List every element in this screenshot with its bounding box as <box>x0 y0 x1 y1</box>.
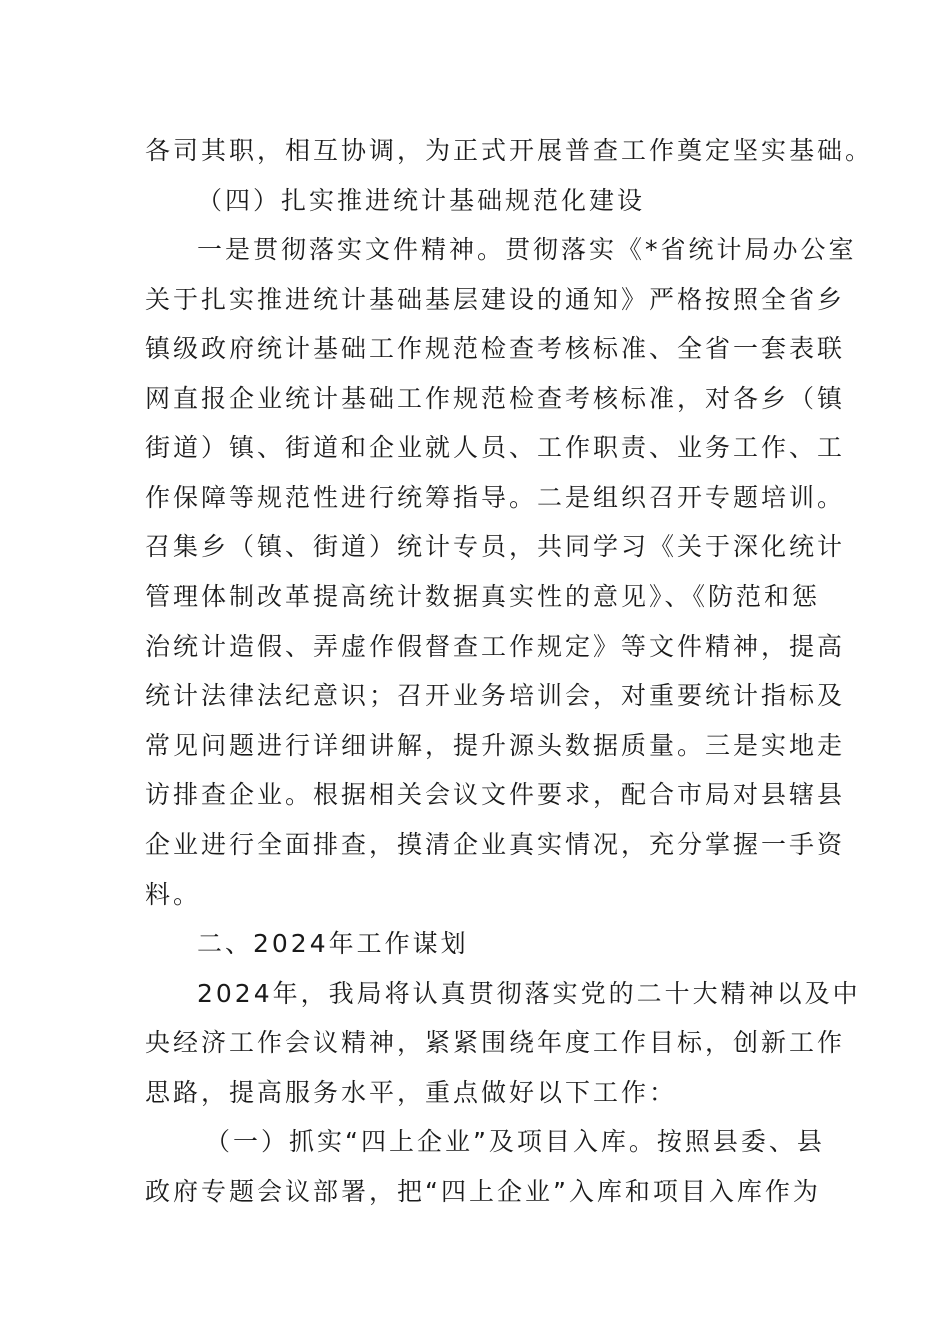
body-text-line: 企业进行全面排查，摸清企业真实情况，充分掌握一手资 <box>145 830 846 859</box>
body-text-line: 街道）镇、街道和企业就人员、工作职责、业务工作、工 <box>145 433 846 462</box>
body-text-line: 料。 <box>145 880 202 909</box>
body-text-line: 管理体制改革提高统计数据真实性的意见》、《防范和惩 <box>145 582 821 611</box>
body-text-line: 2024年，我局将认真贯彻落实党的二十大精神以及中 <box>197 979 861 1008</box>
section-heading: （四）扎实推进统计基础规范化建设 <box>197 186 646 215</box>
body-text-line: 镇级政府统计基础工作规范检查考核标准、全省一套表联 <box>145 334 846 363</box>
section-heading: 二、2024年工作谋划 <box>197 929 469 958</box>
body-text-line: 召集乡（镇、街道）统计专员，共同学习《关于深化统计 <box>145 532 846 561</box>
body-text-line: 作保障等规范性进行统筹指导。二是组织召开专题培训。 <box>145 483 846 512</box>
body-text-line: 一是贯彻落实文件精神。贯彻落实《*省统计局办公室 <box>197 235 857 264</box>
body-text-line: 访排查企业。根据相关会议文件要求，配合市局对县辖县 <box>145 780 846 809</box>
body-text-line: 思路，提高服务水平，重点做好以下工作： <box>145 1078 678 1107</box>
body-text-line: 关于扎实推进统计基础基层建设的通知》严格按照全省乡 <box>145 285 846 314</box>
body-text-line: 网直报企业统计基础工作规范检查考核标准，对各乡（镇 <box>145 384 846 413</box>
body-text-line: 央经济工作会议精神，紧紧围绕年度工作目标，创新工作 <box>145 1028 846 1057</box>
body-text-line: 常见问题进行详细讲解，提升源头数据质量。三是实地走 <box>145 731 846 760</box>
body-text-line: 政府专题会议部署，把“四上企业”入库和项目入库作为 <box>145 1177 821 1206</box>
body-text-line: 统计法律法纪意识；召开业务培训会，对重要统计指标及 <box>145 681 846 710</box>
body-text-line: 各司其职，相互协调，为正式开展普查工作奠定坚实基础。 <box>145 136 874 165</box>
body-text-line: （一）抓实“四上企业”及项目入库。按照县委、县 <box>205 1127 825 1156</box>
body-text-line: 治统计造假、弄虚作假督查工作规定》等文件精神，提高 <box>145 632 846 661</box>
